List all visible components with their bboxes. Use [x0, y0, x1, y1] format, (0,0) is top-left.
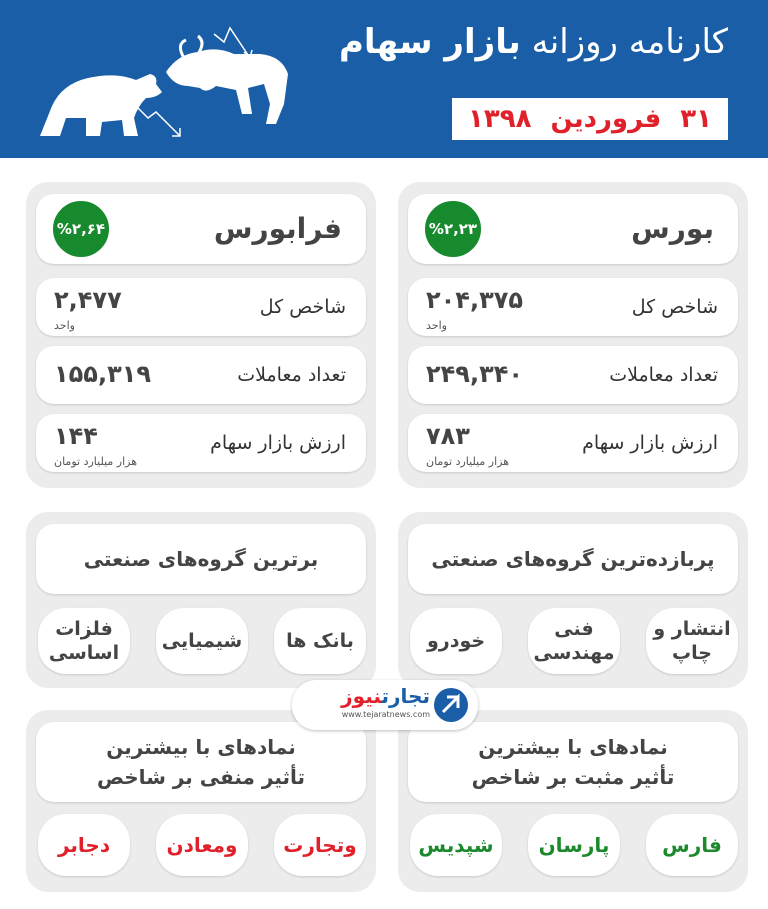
bourse-row-market-value — [408, 414, 738, 472]
row-label: تعداد معاملات — [609, 364, 718, 386]
title-part-2: بازار سهام — [339, 22, 521, 62]
bourse-row-trades — [408, 346, 738, 404]
section-title-card — [36, 722, 366, 802]
row-value: ۲۴۹,۳۴۰ — [426, 360, 524, 388]
farabourse-panel — [26, 182, 376, 488]
row-unit: هزار میلیارد تومان — [426, 455, 510, 468]
group-pill: بانک ها — [274, 608, 366, 674]
section-title-line-1: نمادهای با بیشترین — [478, 735, 668, 759]
farabourse-title-card — [36, 194, 366, 264]
group-pill: خودرو — [410, 608, 502, 674]
header-banner — [0, 0, 768, 158]
symbol-pill: پارسان — [528, 814, 620, 876]
group-pill: فنی مهندسی — [528, 608, 620, 674]
bourse-title-card — [408, 194, 738, 264]
symbol-pill: شپدیس — [410, 814, 502, 876]
logo-name-part-2: نیوز — [341, 684, 382, 708]
row-value: ۱۴۴ — [54, 422, 98, 450]
group-pill: فلزات اساسی — [38, 608, 130, 674]
row-unit: هزار میلیارد تومان — [54, 455, 138, 468]
bourse-change-badge: %۲,۲۳ — [422, 198, 484, 260]
row-label: ارزش بازار سهام — [210, 432, 346, 454]
row-label: ارزش بازار سهام — [582, 432, 718, 454]
farabourse-row-market-value — [36, 414, 366, 472]
symbol-pill: فارس — [646, 814, 738, 876]
row-label: شاخص کل — [259, 296, 346, 318]
page-title — [339, 22, 728, 62]
logo-text — [341, 684, 430, 708]
farabourse-name: فرابورس — [213, 212, 342, 245]
section-title-line-2: تأثیر منفی بر شاخص — [96, 765, 306, 789]
section-title: پربازده‌ترین گروه‌های صنعتی — [431, 547, 715, 571]
bourse-row-index — [408, 278, 738, 336]
bull-bear-icon — [38, 14, 298, 144]
symbol-pill: ومعادن — [156, 814, 248, 876]
bourse-name: بورس — [631, 212, 714, 245]
row-value: ۱۵۵,۳۱۹ — [54, 360, 152, 388]
farabourse-row-index — [36, 278, 366, 336]
section-title-line-1: نمادهای با بیشترین — [106, 735, 296, 759]
group-pill: شیمیایی — [156, 608, 248, 674]
group-pill: انتشار و چاپ — [646, 608, 738, 674]
row-value: ۷۸۳ — [426, 422, 470, 450]
negative-symbols-panel — [26, 710, 376, 892]
row-unit: واحد — [54, 319, 75, 332]
symbol-pill: وتجارت — [274, 814, 366, 876]
section-title: برترین گروه‌های صنعتی — [83, 547, 319, 571]
section-title-card — [408, 722, 738, 802]
date-box — [452, 98, 728, 140]
date-month: فروردین — [550, 104, 662, 134]
section-title-card — [408, 524, 738, 594]
row-value: ۲۰۴,۳۷۵ — [426, 286, 524, 314]
date-day: ۳۱ — [680, 104, 712, 134]
positive-symbols-panel — [398, 710, 748, 892]
farabourse-row-trades — [36, 346, 366, 404]
logo-name-part-1: تجارت — [381, 684, 430, 708]
row-value: ۲,۴۷۷ — [54, 286, 122, 314]
top-return-groups-panel — [398, 512, 748, 688]
row-label: شاخص کل — [631, 296, 718, 318]
symbol-pill: دجابر — [38, 814, 130, 876]
section-title-line-2: تأثیر مثبت بر شاخص — [471, 765, 675, 789]
logo-icon — [434, 688, 468, 722]
section-title-card — [36, 524, 366, 594]
date-year: ۱۳۹۸ — [468, 104, 532, 134]
logo-url: www.tejaratnews.com — [341, 710, 430, 719]
farabourse-change-badge: %۲,۶۴ — [50, 198, 112, 260]
bourse-panel — [398, 182, 748, 488]
row-label: تعداد معاملات — [237, 364, 346, 386]
tejaratnews-logo — [292, 680, 478, 730]
top-groups-panel — [26, 512, 376, 688]
row-unit: واحد — [426, 319, 447, 332]
title-part-1: کارنامه روزانه — [531, 22, 728, 62]
